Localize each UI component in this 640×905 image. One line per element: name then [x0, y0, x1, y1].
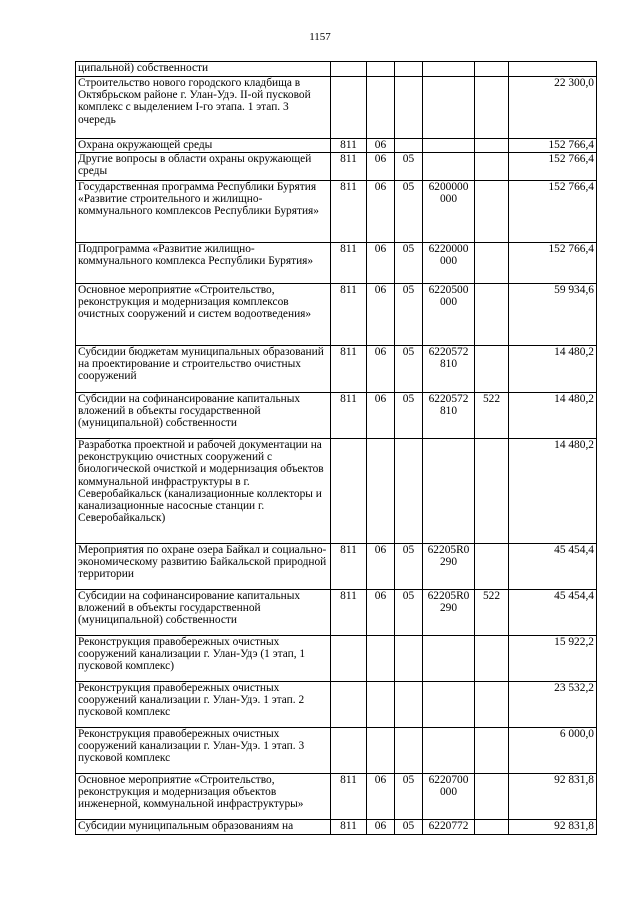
table-row [76, 682, 597, 728]
expenditure-name: Строительство нового городского кладбища в Октябрьском районе г. Улан-Удэ. II-ой пусковой комплекс с выделением I-го этапа. 1 этап. 3 очередь [76, 77, 331, 139]
amount: 6 000,0 [509, 728, 597, 774]
section-code: 06 [367, 774, 395, 820]
target-article-code [423, 682, 475, 728]
amount: 22 300,0 [509, 77, 597, 139]
expense-type-code [475, 62, 509, 77]
table-row [76, 181, 597, 243]
table-row [76, 636, 597, 682]
expenditure-name: Реконструкция правобережных очистных сооружений канализации г. Улан-Удэ. 1 этап. 3 пусковой комплекс [76, 728, 331, 774]
ministry-code [331, 62, 367, 77]
expense-type-code [475, 284, 509, 346]
expense-type-code [475, 728, 509, 774]
expenditure-name: Другие вопросы в области охраны окружающей среды [76, 153, 331, 181]
ministry-code [331, 728, 367, 774]
budget-table-body [76, 62, 597, 835]
table-row [76, 62, 597, 77]
amount: 14 480,2 [509, 393, 597, 439]
target-article-code: 6220572 810 [423, 393, 475, 439]
section-code: 06 [367, 153, 395, 181]
subsection-code: 05 [395, 393, 423, 439]
target-article-code: 6200000 000 [423, 181, 475, 243]
subsection-code: 05 [395, 243, 423, 284]
target-article-code [423, 728, 475, 774]
ministry-code [331, 439, 367, 544]
table-row [76, 820, 597, 835]
expense-type-code [475, 77, 509, 139]
subsection-code: 05 [395, 774, 423, 820]
expense-type-code [475, 243, 509, 284]
expenditure-name: Мероприятия по охране озера Байкал и социально-экономическому развитию Байкальской природной территории [76, 544, 331, 590]
target-article-code [423, 62, 475, 77]
budget-table [75, 61, 597, 835]
amount: 59 934,6 [509, 284, 597, 346]
section-code [367, 439, 395, 544]
ministry-code: 811 [331, 544, 367, 590]
subsection-code: 05 [395, 590, 423, 636]
section-code [367, 728, 395, 774]
expense-type-code [475, 439, 509, 544]
expense-type-code [475, 682, 509, 728]
subsection-code [395, 439, 423, 544]
section-code: 06 [367, 393, 395, 439]
expense-type-code [475, 544, 509, 590]
subsection-code: 05 [395, 544, 423, 590]
subsection-code [395, 62, 423, 77]
subsection-code [395, 682, 423, 728]
section-code: 06 [367, 284, 395, 346]
ministry-code [331, 682, 367, 728]
table-row [76, 243, 597, 284]
section-code [367, 77, 395, 139]
ministry-code: 811 [331, 393, 367, 439]
target-article-code [423, 153, 475, 181]
expenditure-name: Основное мероприятие «Строительство, реконструкция и модернизация комплексов очистных сооружений и систем водоотведения» [76, 284, 331, 346]
target-article-code [423, 139, 475, 153]
expense-type-code: 522 [475, 590, 509, 636]
ministry-code: 811 [331, 820, 367, 835]
expenditure-name: Разработка проектной и рабочей документации на реконструкцию очистных сооружений с биологической очисткой и модернизация объектов коммунальной инфраструктуры в г. Северобайкальск (канализационные коллекторы и канализационные насосные станции г. Северобайкальск) [76, 439, 331, 544]
target-article-code: 6220000 000 [423, 243, 475, 284]
subsection-code [395, 636, 423, 682]
ministry-code: 811 [331, 284, 367, 346]
table-row [76, 590, 597, 636]
expenditure-name: Основное мероприятие «Строительство, реконструкция и модернизация объектов инженерной, коммунальной инфраструктуры» [76, 774, 331, 820]
ministry-code: 811 [331, 590, 367, 636]
expenditure-name: Государственная программа Республики Бурятия «Развитие строительного и жилищно-коммунального комплексов Республики Бурятия» [76, 181, 331, 243]
amount: 152 766,4 [509, 139, 597, 153]
amount [509, 62, 597, 77]
target-article-code: 62205R0 290 [423, 544, 475, 590]
expenditure-name: Охрана окружающей среды [76, 139, 331, 153]
target-article-code: 6220500 000 [423, 284, 475, 346]
expense-type-code [475, 636, 509, 682]
ministry-code [331, 636, 367, 682]
expense-type-code [475, 346, 509, 393]
table-row [76, 77, 597, 139]
ministry-code: 811 [331, 346, 367, 393]
ministry-code: 811 [331, 181, 367, 243]
ministry-code [331, 77, 367, 139]
ministry-code: 811 [331, 243, 367, 284]
expenditure-name: ципальной) собственности [76, 62, 331, 77]
table-row [76, 544, 597, 590]
table-row [76, 139, 597, 153]
table-row [76, 153, 597, 181]
ministry-code: 811 [331, 153, 367, 181]
amount: 152 766,4 [509, 181, 597, 243]
section-code: 06 [367, 590, 395, 636]
expenditure-name: Реконструкция правобережных очистных сооружений канализации г. Улан-Удэ (1 этап, 1 пусковой комплекс) [76, 636, 331, 682]
section-code: 06 [367, 243, 395, 284]
expense-type-code [475, 181, 509, 243]
amount: 152 766,4 [509, 243, 597, 284]
expenditure-name: Подпрограмма «Развитие жилищно-коммунального комплекса Республики Бурятия» [76, 243, 331, 284]
section-code: 06 [367, 139, 395, 153]
amount: 92 831,8 [509, 820, 597, 835]
expense-type-code [475, 153, 509, 181]
amount: 23 532,2 [509, 682, 597, 728]
target-article-code [423, 439, 475, 544]
amount: 152 766,4 [509, 153, 597, 181]
amount: 92 831,8 [509, 774, 597, 820]
subsection-code [395, 728, 423, 774]
expenditure-name: Субсидии на софинансирование капитальных вложений в объекты государственной (муниципальной) собственности [76, 393, 331, 439]
target-article-code: 6220772 [423, 820, 475, 835]
expense-type-code [475, 139, 509, 153]
target-article-code: 62205R0 290 [423, 590, 475, 636]
section-code [367, 682, 395, 728]
expense-type-code: 522 [475, 393, 509, 439]
section-code: 06 [367, 544, 395, 590]
table-row [76, 346, 597, 393]
target-article-code: 6220572 810 [423, 346, 475, 393]
subsection-code: 05 [395, 284, 423, 346]
amount: 45 454,4 [509, 544, 597, 590]
expense-type-code [475, 820, 509, 835]
table-row [76, 728, 597, 774]
table-row [76, 439, 597, 544]
ministry-code: 811 [331, 774, 367, 820]
expenditure-name: Субсидии на софинансирование капитальных вложений в объекты государственной (муниципальной) собственности [76, 590, 331, 636]
target-article-code: 6220700 000 [423, 774, 475, 820]
target-article-code [423, 77, 475, 139]
subsection-code [395, 77, 423, 139]
table-row [76, 393, 597, 439]
section-code [367, 62, 395, 77]
table-row [76, 774, 597, 820]
expenditure-name: Субсидии бюджетам муниципальных образований на проектирование и строительство очистных сооружений [76, 346, 331, 393]
section-code: 06 [367, 820, 395, 835]
amount: 14 480,2 [509, 346, 597, 393]
amount: 14 480,2 [509, 439, 597, 544]
amount: 15 922,2 [509, 636, 597, 682]
section-code: 06 [367, 181, 395, 243]
target-article-code [423, 636, 475, 682]
ministry-code: 811 [331, 139, 367, 153]
expenditure-name: Реконструкция правобережных очистных сооружений канализации г. Улан-Удэ. 1 этап. 2 пусковой комплекс [76, 682, 331, 728]
expense-type-code [475, 774, 509, 820]
section-code: 06 [367, 346, 395, 393]
subsection-code: 05 [395, 181, 423, 243]
subsection-code [395, 139, 423, 153]
section-code [367, 636, 395, 682]
page-number: 1157 [309, 31, 331, 43]
subsection-code: 05 [395, 346, 423, 393]
amount: 45 454,4 [509, 590, 597, 636]
table-row [76, 284, 597, 346]
subsection-code: 05 [395, 820, 423, 835]
expenditure-name: Субсидии муниципальным образованиям на [76, 820, 331, 835]
subsection-code: 05 [395, 153, 423, 181]
